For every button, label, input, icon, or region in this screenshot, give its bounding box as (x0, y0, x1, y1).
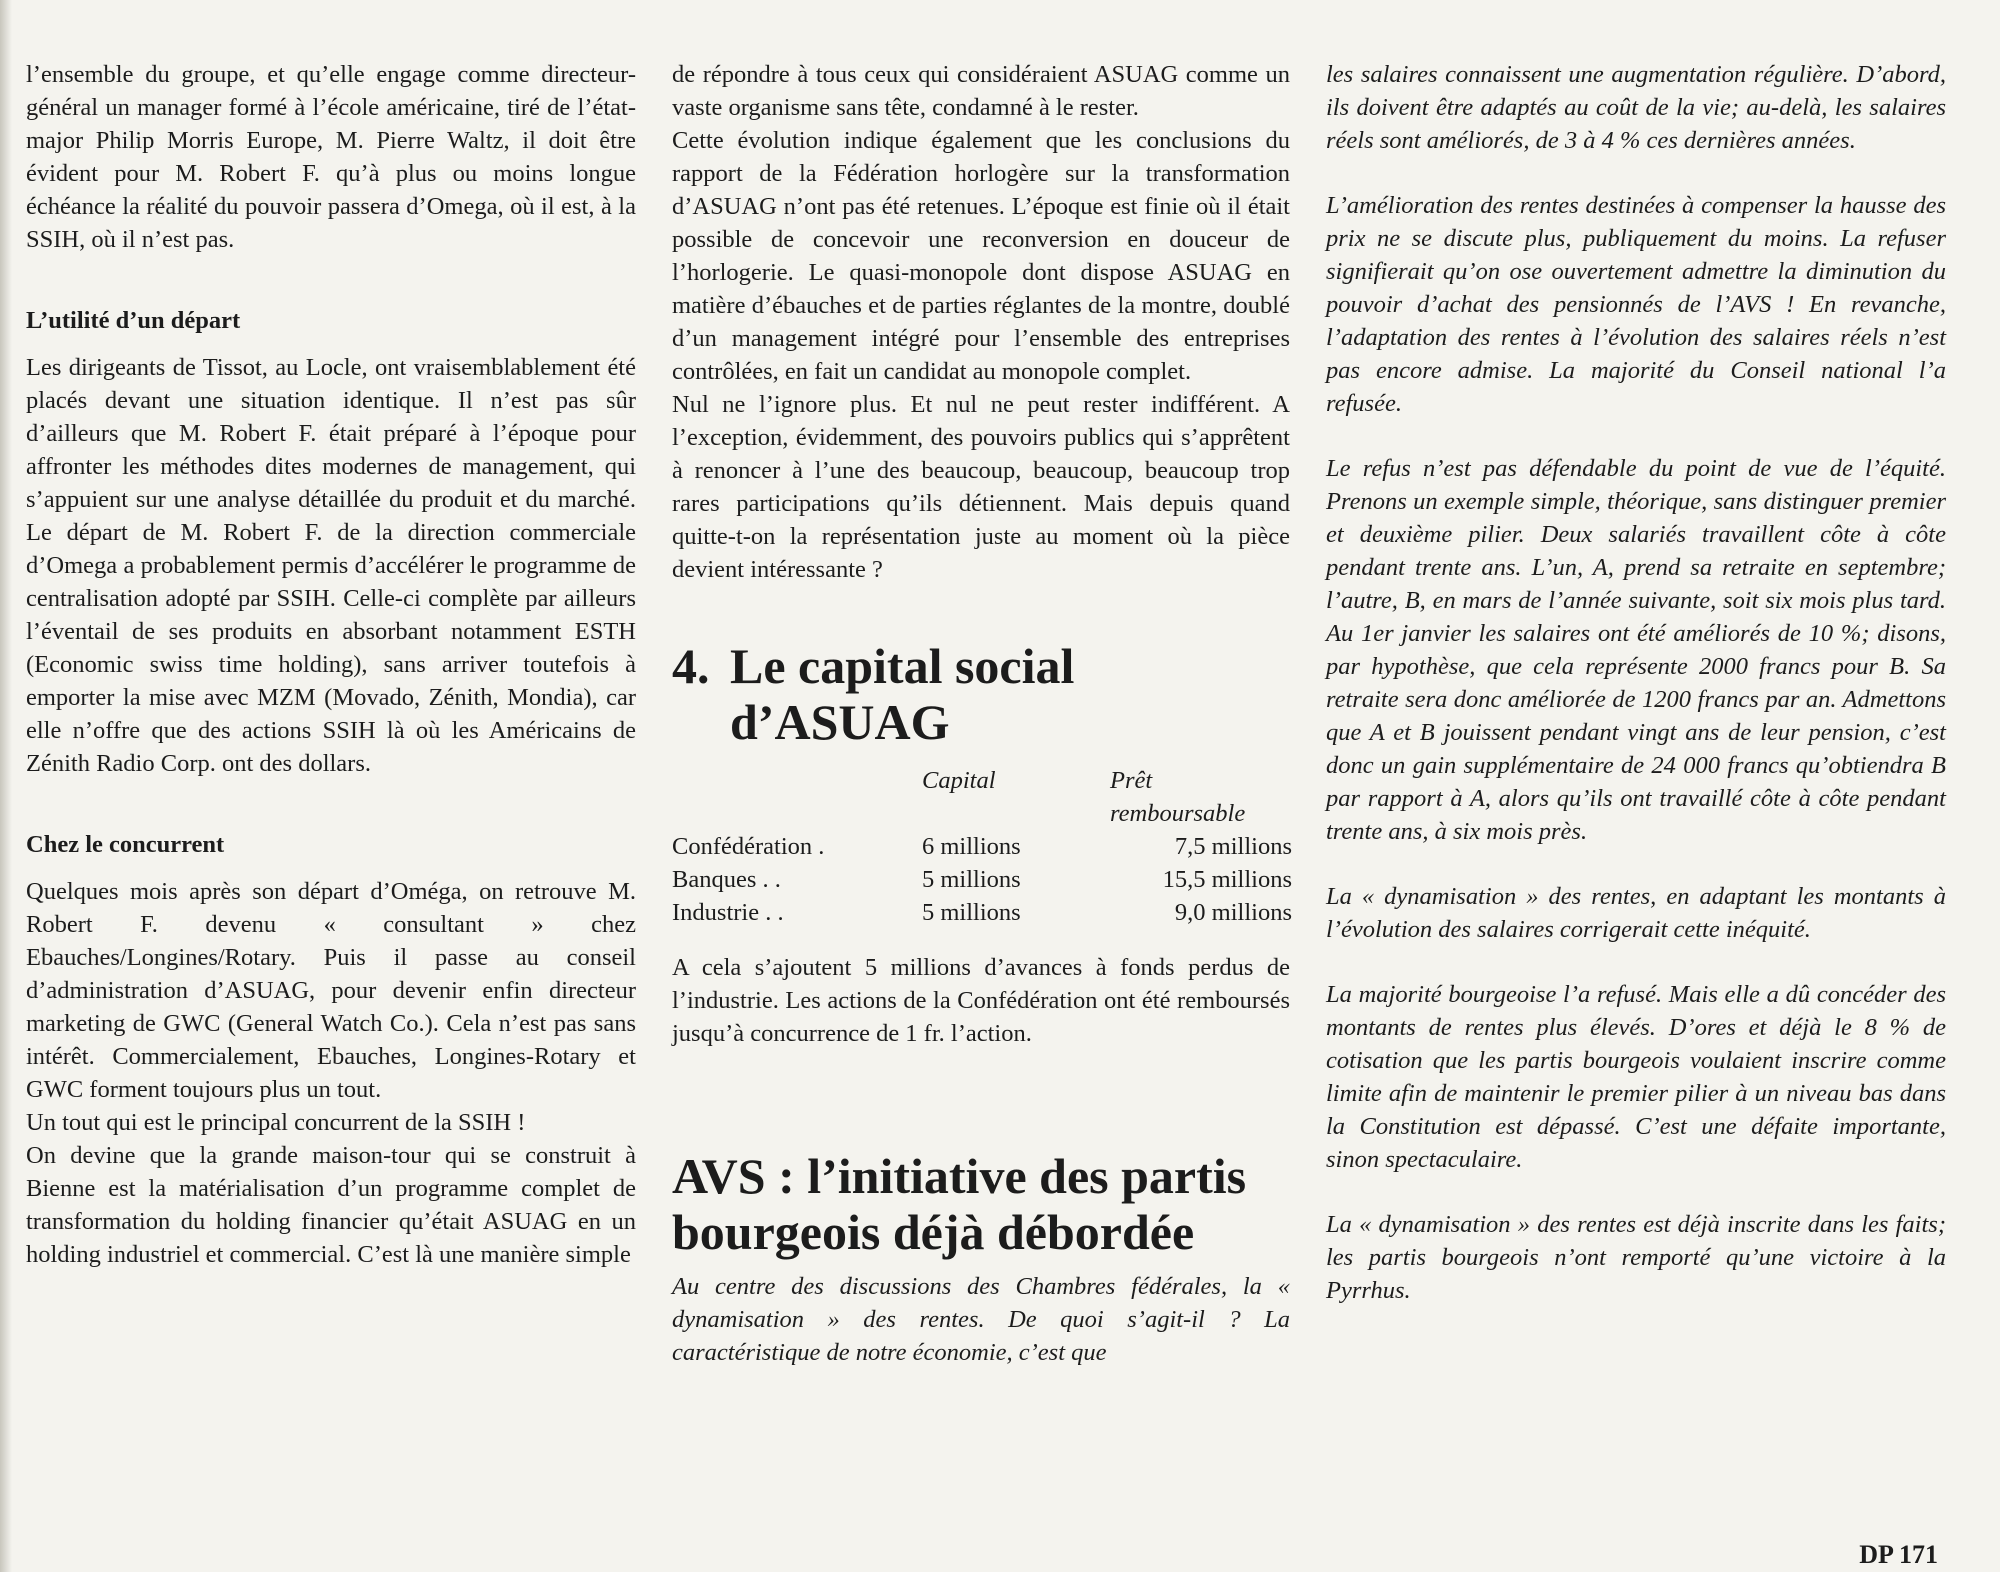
paragraph-avs-4: La « dynamisation » des rentes, en adaptant les montants à l’évolution des salaires corrigerait cette inéquité. (1326, 883, 1946, 943)
table-cell-pret: 15,5 millions (1162, 866, 1292, 893)
paragraph-continuation-1: de répondre à tous ceux qui considéraient ASUAG comme un vaste organisme sans tête, condamné à le rester. (672, 61, 1290, 121)
paragraph-concurrent-2: Un tout qui est le principal concurrent de la SSIH ! (26, 1109, 526, 1136)
headline-capital-line2: d’ASUAG (730, 694, 950, 750)
table-cell-capital: 5 millions (922, 866, 1021, 893)
column-3 (1326, 58, 1946, 1339)
paragraph-capital-note: A cela s’ajoutent 5 millions d’avances à fonds perdus de l’industrie. Les actions de la Confédération ont été remboursés jusqu’à concurrence de 1 fr. l’action. (672, 954, 1290, 1047)
table-cell-label: Banques . . (672, 866, 781, 893)
table-row (672, 896, 1292, 929)
capital-table (672, 764, 1292, 929)
table-cell-capital: 6 millions (922, 833, 1021, 860)
headline-number: 4. (672, 638, 710, 694)
column-2 (672, 58, 1290, 1369)
table-row (672, 830, 1292, 863)
paragraph-concurrent-1: Quelques mois après son départ d’Oméga, on retrouve M. Robert F. devenu « consultant » chez Ebauches/Longines/Rotary. Puis il passe au conseil d’administration d’ASUAG, pour devenir enfin directeur marketing de GWC (General Watch Co.). Cela n’est pas sans intérêt. Commercialement, Ebauches, Longines-Rotary et GWC forment toujours plus un tout. (26, 878, 636, 1103)
table-header-capital: Capital (922, 767, 996, 794)
subheading-chez-concurrent: Chez le concurrent (26, 831, 225, 858)
table-row (672, 863, 1292, 896)
column-1 (26, 58, 636, 1271)
paragraph-avs-6: La « dynamisation » des rentes est déjà inscrite dans les faits; les partis bourgeois n’ont remporté qu’une victoire à la Pyrrhus. (1326, 1211, 1946, 1304)
table-cell-pret: 7,5 millions (1174, 833, 1292, 860)
paragraph-continuation-2: Cette évolution indique également que les conclusions du rapport de la Fédération horlogère sur la transformation d’ASUAG n’ont pas été retenues. L’époque est finie où il était possible de concevoir une reconversion en douceur de l’horlogerie. Le quasi-monopole dont dispose ASUAG en matière d’ébauches et de parties réglantes de la montre, doublé d’un management intégré pour l’ensemble des entreprises contrôlées, en fait un candidat au monopole complet. (672, 127, 1290, 385)
table-cell-label: Industrie . . (672, 899, 784, 926)
headline-avs: AVS : l’initiative des partis bourgeois déjà débordée (672, 1148, 1247, 1260)
table-cell-capital: 5 millions (922, 899, 1021, 926)
headline-capital-line1: Le capital social (730, 638, 1075, 694)
paragraph-avs-lead: Au centre des discussions des Chambres fédérales, la « dynamisation » des rentes. De quoi s’agit-il ? La caractéristique de notre économie, c’est que (672, 1273, 1290, 1366)
subheading-utilite-depart: L’utilité d’un départ (26, 307, 241, 334)
paragraph-depart: Les dirigeants de Tissot, au Locle, ont vraisemblablement été placés devant une situation identique. Il n’est pas sûr d’ailleurs que M. Robert F. était préparé à l’époque pour affronter les méthodes dites modernes de management, qui s’appuient sur une analyse détaillée du produit et du marché. Le départ de M. Robert F. de la direction commerciale d’Omega a probablement permis d’accélérer le programme de centralisation adopté par SSIH. Celle-ci complète par ailleurs l’éventail de ses produits en absorbant notamment ESTH (Economic swiss time holding), sans arriver toutefois à emporter la mise avec MZM (Movado, Zénith, Mondia), car elle n’offre que des actions SSIH là où les Américains de Zénith Radio Corp. ont des dollars. (26, 354, 636, 777)
paragraph-avs-1: les salaires connaissent une augmentation régulière. D’abord, ils doivent être adaptés au coût de la vie; au-delà, les salaires réels sont améliorés, de 3 à 4 % ces dernières années. (1326, 61, 1946, 154)
paragraph-avs-2: L’amélioration des rentes destinées à compenser la hausse des prix ne se discute plus, publiquement du moins. La refuser signifierait qu’on ose ouvertement admettre la diminution du pouvoir d’achat des pensionnés de l’AVS ! En revanche, l’adaptation des rentes à l’évolution des salaires réels n’est pas encore admise. La majorité du Conseil national l’a refusée. (1326, 192, 1946, 417)
table-cell-label: Confédération . (672, 833, 825, 860)
table-header-pret: Prêt remboursable (1110, 767, 1246, 827)
table-cell-pret: 9,0 millions (1174, 899, 1292, 926)
paragraph-avs-3: Le refus n’est pas défendable du point de vue de l’équité. Prenons un exemple simple, théorique, sans distinguer premier et deuxième pilier. Deux salariés travaillent côte à côte pendant trente ans. L’un, A, prend sa retraite en septembre; l’autre, B, en mars de l’année suivante, soit six mois plus tard. Au 1er janvier les salaires ont été améliorés de 10 %; disons, par hypothèse, que cela représente 2000 francs pour B. Sa retraite sera donc améliorée de 1200 francs par an. Admettons que A et B jouissent pendant vingt ans de leur pension, c’est donc un gain supplémentaire de 24 000 francs qu’obtiendra B par rapport à A, alors qu’ils ont travaillé côte à côte pendant trente ans, à six mois près. (1326, 455, 1946, 845)
paragraph-avs-5: La majorité bourgeoise l’a refusé. Mais elle a dû concéder des montants de rentes plus élevés. D’ores et déjà le 8 % de cotisation que les partis bourgeois voulaient inscrire comme limite afin de maintenir le premier pilier à un niveau bas dans la Constitution est dépassé. C’est une défaite importante, sinon spectaculaire. (1326, 981, 1946, 1173)
paragraph-continuation-3: Nul ne l’ignore plus. Et nul ne peut rester indifférent. A l’exception, évidemment, des pouvoirs publics qui s’apprêtent à renoncer à l’une des beaucoup, beaucoup, beaucoup trop rares participations qu’ils détiennent. Mais depuis quand quitte-t-on la représentation juste au moment où la pièce devient intéressante ? (672, 391, 1290, 583)
paragraph-concurrent-3: On devine que la grande maison-tour qui se construit à Bienne est la matérialisation d’un programme complet de transformation du holding financier qu’était ASUAG en un holding industriel et commercial. C’est là une manière simple (26, 1142, 636, 1268)
page-number: DP 171 (1859, 1540, 1938, 1569)
paragraph-intro: l’ensemble du groupe, et qu’elle engage comme directeur-général un manager formé à l’école américaine, tiré de l’état-major Philip Morris Europe, M. Pierre Waltz, il doit être évident pour M. Robert F. qu’à plus ou moins longue échéance la réalité du pouvoir passera d’Omega, où il est, à la SSIH, où il n’est pas. (26, 61, 636, 253)
page-binding-shadow (0, 0, 12, 1572)
table-header-blank (672, 764, 922, 830)
headline-capital-social (672, 638, 1290, 750)
